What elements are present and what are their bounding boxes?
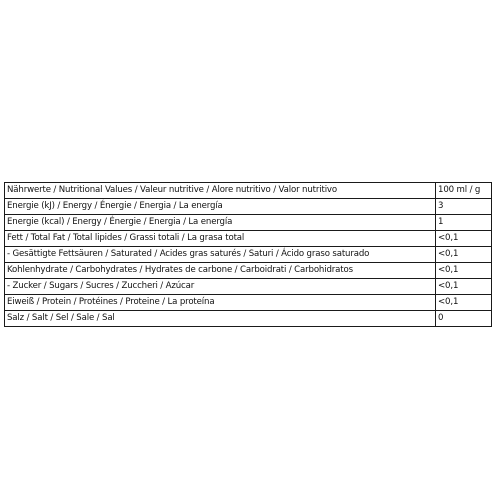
nutrient-label: Eiweiß / Protein / Protéines / Proteine / La proteína: [5, 295, 436, 311]
nutrient-value: <0,1: [436, 279, 492, 295]
header-label-cell: Nährwerte / Nutritional Values / Valeur nutritive / Alore nutritivo / Valor nutritivo: [5, 183, 436, 199]
nutrient-value: 3: [436, 199, 492, 215]
header-value-cell: 100 ml / g: [436, 183, 492, 199]
nutrient-label: Energie (kcal) / Energy / Énergie / Energia / La energía: [5, 215, 436, 231]
nutrient-value: 0: [436, 311, 492, 327]
nutrition-table: [4, 182, 492, 327]
table-row-fat: [5, 231, 492, 247]
table-row-protein: [5, 295, 492, 311]
table-row-salt: [5, 311, 492, 327]
nutrient-value: <0,1: [436, 263, 492, 279]
nutrient-label: Kohlenhydrate / Carbohydrates / Hydrates de carbone / Carboidrati / Carbohidratos: [5, 263, 436, 279]
table-row-sugars: [5, 279, 492, 295]
nutrient-value: <0,1: [436, 231, 492, 247]
nutrient-label: Energie (kJ) / Energy / Énergie / Energia / La energía: [5, 199, 436, 215]
table-header-row: [5, 183, 492, 199]
table-row-energy-kj: [5, 199, 492, 215]
nutrient-label: Fett / Total Fat / Total lipides / Grassi totali / La grasa total: [5, 231, 436, 247]
table-row-carbohydrates: [5, 263, 492, 279]
nutrient-value: <0,1: [436, 247, 492, 263]
table-row-energy-kcal: [5, 215, 492, 231]
nutrient-label: Salz / Salt / Sel / Sale / Sal: [5, 311, 436, 327]
nutrient-value: 1: [436, 215, 492, 231]
nutrient-label: - Gesättigte Fettsäuren / Saturated / Acides gras saturés / Saturi / Ácido graso saturado: [5, 247, 436, 263]
table-row-saturated: [5, 247, 492, 263]
nutrient-label: - Zucker / Sugars / Sucres / Zuccheri / Azúcar: [5, 279, 436, 295]
nutrient-value: <0,1: [436, 295, 492, 311]
